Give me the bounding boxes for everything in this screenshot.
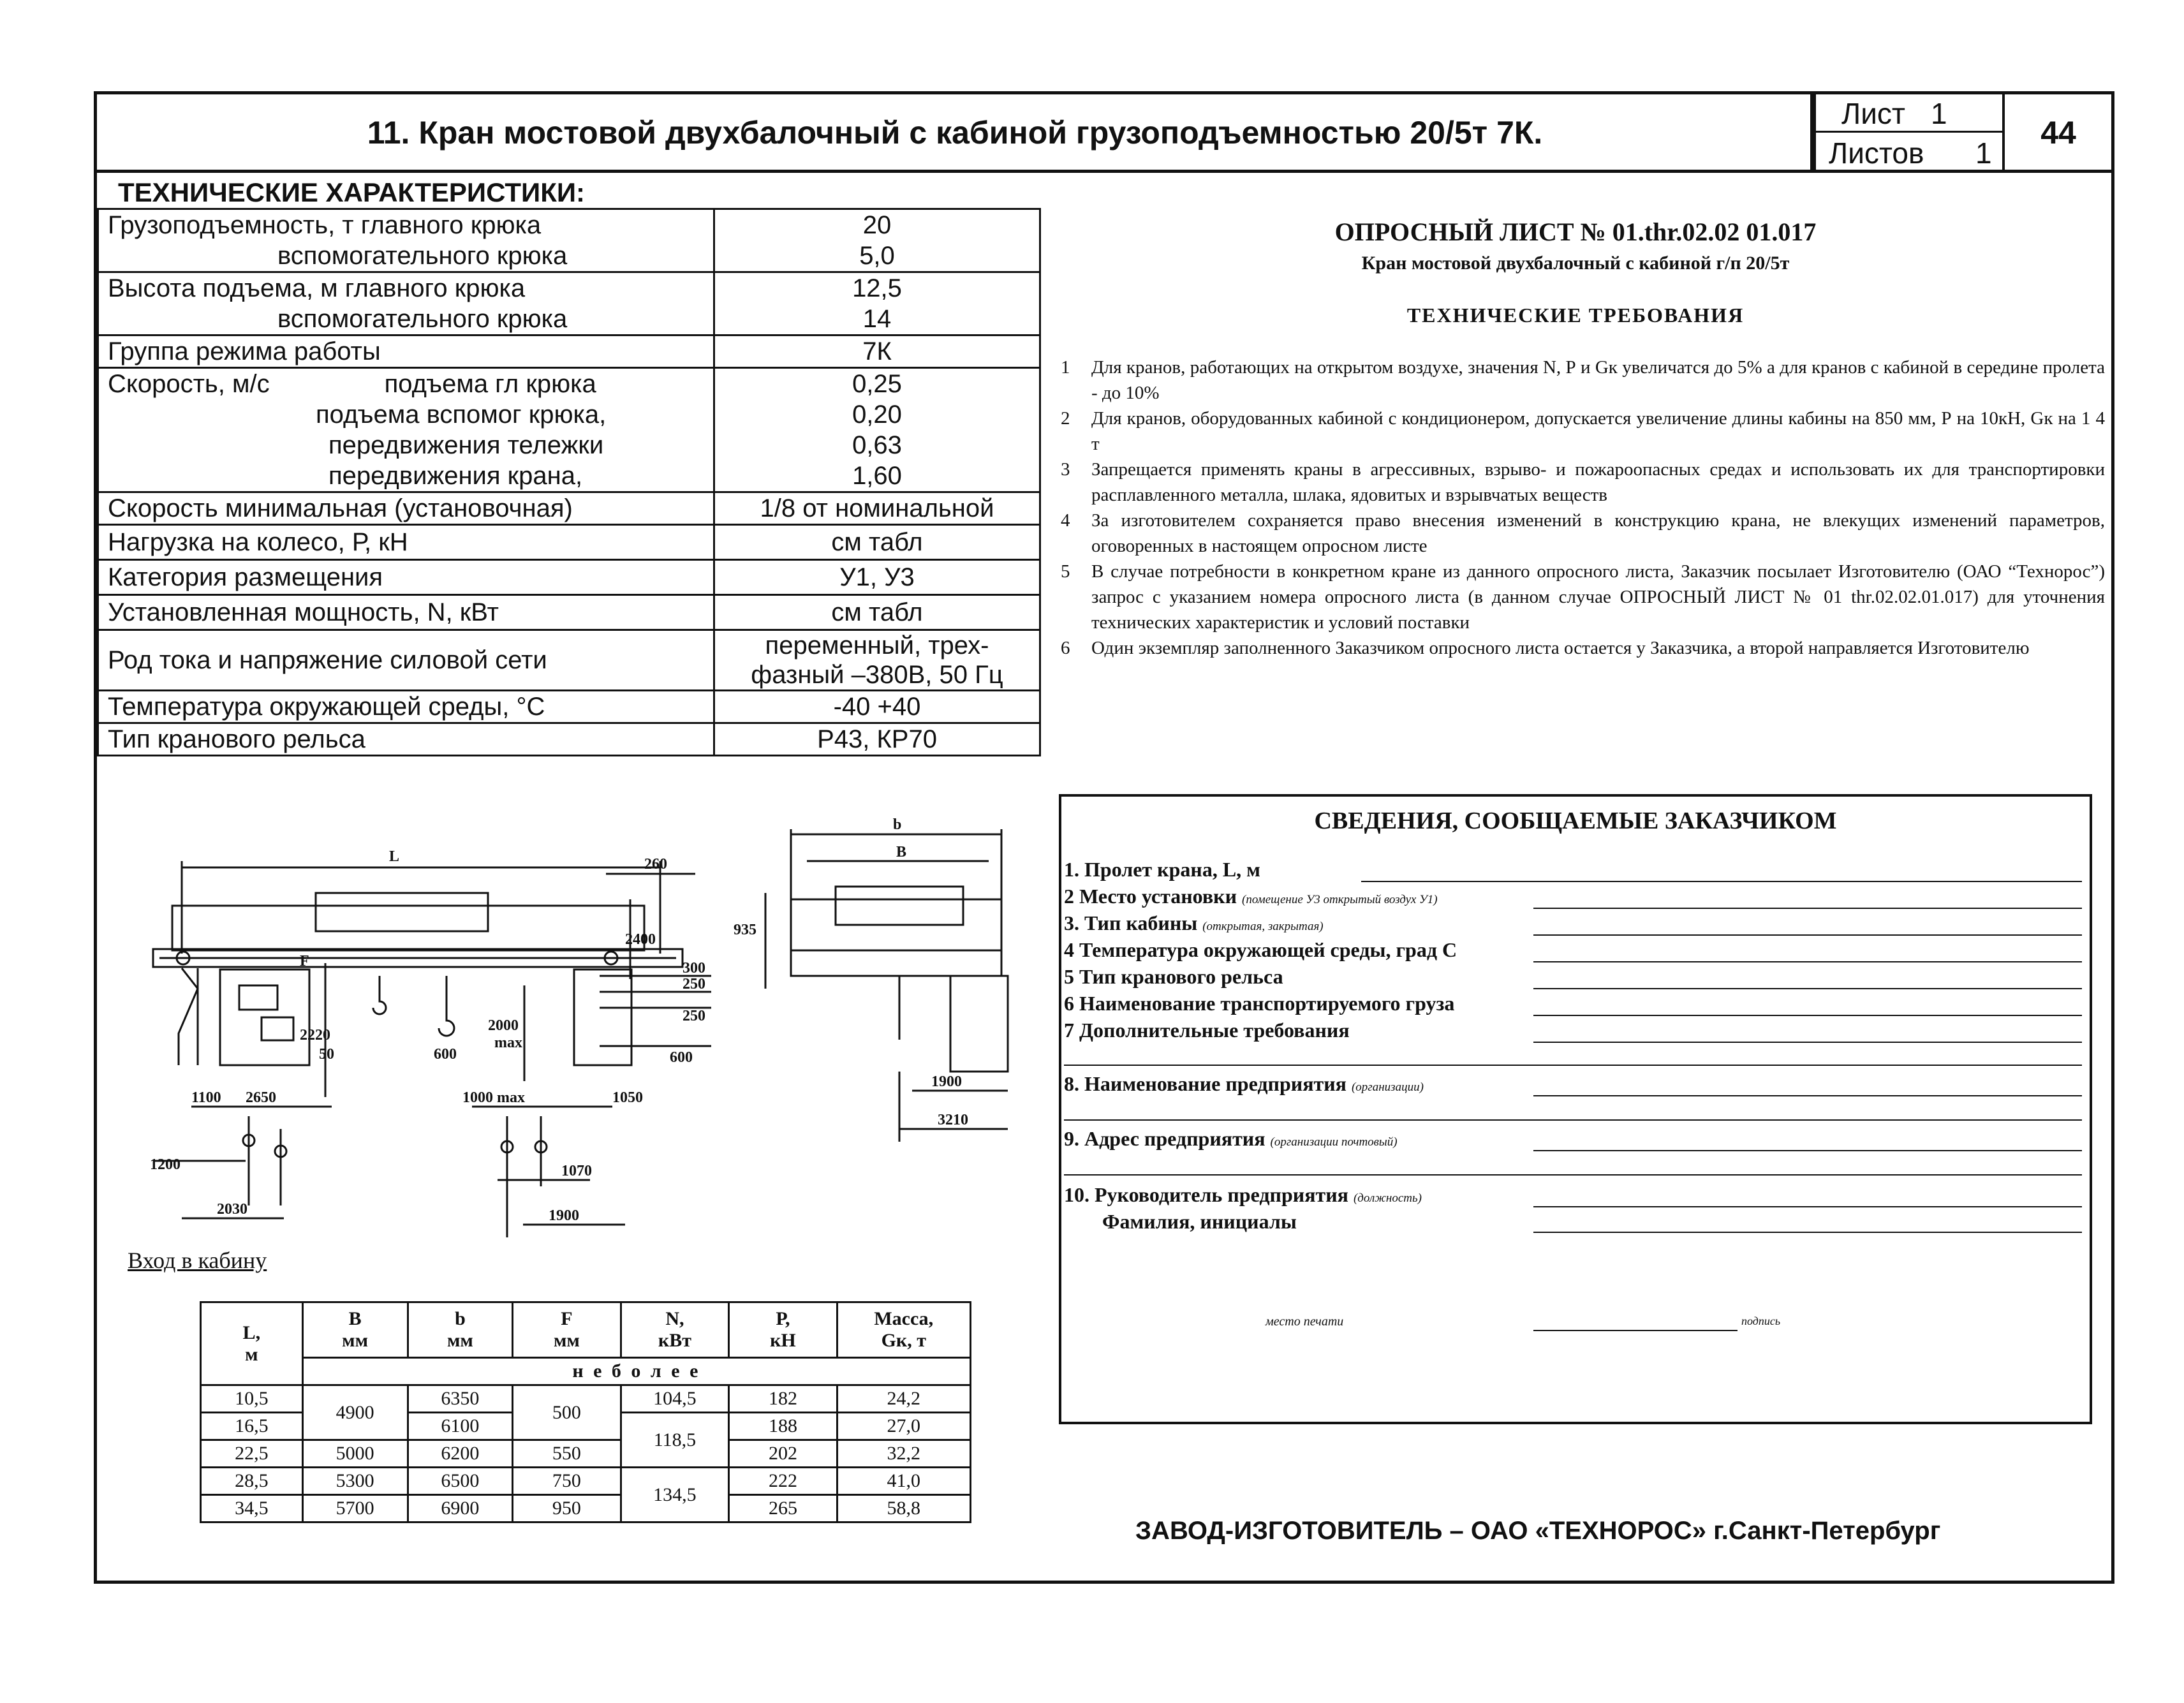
sheets-value: 1	[1975, 136, 1992, 170]
cell: 188	[729, 1413, 837, 1440]
table-row	[201, 1468, 971, 1495]
label-1070: 1070	[561, 1163, 592, 1179]
spec-row	[98, 399, 1040, 430]
signature-line[interactable]	[1533, 1330, 1738, 1331]
label-L: L	[389, 848, 400, 865]
table-row	[201, 1440, 971, 1468]
label-50: 50	[319, 1046, 334, 1063]
spec-value: 0,20	[714, 399, 1040, 430]
info-item-director: 10. Руководитель предприятия (должность)	[1064, 1183, 1422, 1206]
spec-label: Высота подъема, м главного крюка	[98, 272, 714, 304]
requirement-item: 6 Один экземпляр заполненного Заказчиком опросного листа остается у Заказчика, а второй направляется Изготовителю	[1061, 638, 2030, 658]
trolley	[316, 893, 488, 931]
spec-value: -40 +40	[714, 691, 1040, 723]
col-header-b: b мм	[408, 1302, 513, 1358]
cell: 27,0	[837, 1413, 970, 1440]
cell: 16,5	[201, 1413, 303, 1440]
signature-label: подпись	[1741, 1315, 1781, 1327]
label-600: 600	[434, 1046, 457, 1063]
specs-table	[97, 208, 1041, 756]
label-2400: 2400	[625, 931, 656, 948]
label-2220: 2220	[300, 1027, 330, 1043]
label-600: 600	[670, 1049, 693, 1066]
fill-line[interactable]	[1533, 1095, 2082, 1096]
cell: 6500	[408, 1468, 513, 1495]
fill-line[interactable]	[1361, 881, 2082, 882]
questionnaire-subtitle: Кран мостовой двухбалочный с кабиной г/п 20/5т	[1361, 253, 1790, 274]
dimensions-table	[200, 1301, 971, 1523]
cabin-entrance-label: Вход в кабину	[128, 1248, 267, 1273]
requirements-title: ТЕХНИЧЕСКИЕ ТРЕБОВАНИЯ	[1406, 304, 1745, 327]
cell: 134,5	[621, 1468, 729, 1522]
cell: 6100	[408, 1413, 513, 1440]
spec-row	[98, 335, 1040, 368]
cabin-ladder	[179, 968, 198, 1065]
cell: 28,5	[201, 1468, 303, 1495]
cell: 6900	[408, 1495, 513, 1522]
spec-value: 1,60	[714, 461, 1040, 492]
page-title: 11. Кран мостовой двухбалочный с кабиной грузоподъемностью 20/5т 7К.	[367, 115, 1543, 151]
cabin-window	[239, 985, 277, 1010]
requirement-item: 2 Для кранов, оборудованных кабиной с кондиционером, допускается увеличение длины кабины на 850 мм, Р на 10кН, Gк на 1 4 т	[1061, 408, 2105, 454]
info-item-span: 1. Пролет крана, L, м	[1064, 858, 1260, 881]
cell: 24,2	[837, 1385, 970, 1413]
customer-info-box	[1059, 794, 2092, 1424]
spec-row	[98, 209, 1040, 241]
column-right	[574, 969, 631, 1065]
customer-info-title: СВЕДЕНИЯ, СООБЩАЕМЫЕ ЗАКАЗЧИКОМ	[1314, 807, 1837, 834]
questionnaire-title: ОПРОСНЫЙ ЛИСТ № 01.thr.02.02 01.017	[1334, 217, 1817, 246]
col-header-P: Р, кН	[729, 1302, 837, 1358]
info-item-location: 2 Место установки (помещение У3 открытый воздух У1)	[1064, 885, 1438, 908]
spec-value: 1/8 от номинальной	[714, 492, 1040, 525]
sheet-value: 1	[1931, 97, 1947, 130]
info-item-rail: 5 Тип кранового рельса	[1064, 965, 1283, 988]
info-item-additional: 7 Дополнительные требования	[1064, 1019, 1350, 1042]
cell: 5000	[302, 1440, 408, 1468]
spec-value: У1, У3	[714, 560, 1040, 595]
label-1200: 1200	[150, 1156, 181, 1173]
spec-row	[98, 461, 1040, 492]
label-1900: 1900	[549, 1207, 579, 1224]
fill-line[interactable]	[1533, 908, 2082, 909]
sheet-label: Лист	[1841, 97, 1905, 130]
cell: 550	[513, 1440, 621, 1468]
requirement-item: 3 Запрещается применять краны в агрессивных, взрыво- и пожароопасных средах и использовать их для транспортировки расплавленного металла, шлака, ядовитых и взрывчатых веществ	[1061, 459, 2105, 505]
cell: 202	[729, 1440, 837, 1468]
spec-label: Температура окружающей среды, °С	[98, 691, 714, 723]
spec-row	[98, 630, 1040, 691]
spec-value: 12,5	[714, 272, 1040, 304]
fill-line[interactable]	[1064, 1119, 2082, 1121]
label-3210: 3210	[938, 1112, 968, 1128]
spec-label: подъема вспомог крюка,	[98, 399, 714, 430]
label-B: B	[896, 844, 907, 860]
spec-value: Р43, КР70	[714, 723, 1040, 756]
label-260: 260	[644, 856, 667, 873]
table-header-row	[201, 1302, 971, 1358]
cell: 118,5	[621, 1413, 729, 1468]
spec-row	[98, 723, 1040, 756]
cell: 22,5	[201, 1440, 303, 1468]
table-row	[201, 1495, 971, 1522]
crane-drawing	[115, 797, 1046, 1257]
info-item-company: 8. Наименование предприятия (организации)	[1064, 1072, 1424, 1095]
sheets-label: Листов	[1829, 136, 1924, 170]
side-end	[791, 950, 1001, 976]
stamp-label: место печати	[1265, 1315, 1344, 1329]
bridge-girder	[172, 906, 644, 950]
cell: 500	[513, 1385, 621, 1440]
spec-row	[98, 430, 1040, 461]
side-cabin	[950, 976, 1008, 1072]
sheet-box	[1813, 91, 2005, 172]
label-250: 250	[682, 976, 705, 992]
fill-line[interactable]	[1064, 1065, 2082, 1066]
spec-label: Род тока и напряжение силовой сети	[98, 630, 714, 691]
cell: 222	[729, 1468, 837, 1495]
label-2000: 2000	[488, 1017, 519, 1034]
spec-label: Группа режима работы	[98, 335, 714, 368]
fill-line[interactable]	[1533, 1206, 2082, 1207]
spec-label: Установленная мощность, N, кВт	[98, 595, 714, 630]
cell: 6350	[408, 1385, 513, 1413]
label-300: 300	[682, 960, 705, 977]
label-250: 250	[682, 1008, 705, 1024]
spec-row	[98, 240, 1040, 272]
title-bottom-rule	[94, 170, 2114, 173]
cell: 58,8	[837, 1495, 970, 1522]
spec-row	[98, 492, 1040, 525]
fill-line[interactable]	[1533, 1232, 2082, 1233]
spec-value: 20	[714, 209, 1040, 241]
label-b: b	[893, 816, 902, 833]
cell: 265	[729, 1495, 837, 1522]
fill-line[interactable]	[1533, 1042, 2082, 1043]
label-2650: 2650	[246, 1089, 276, 1106]
requirement-item: 1 Для кранов, работающих на открытом воздухе, значения N, Р и Gк увеличатся до 5% а для кранов с кабиной в середине пролета - до 10%	[1061, 357, 2105, 403]
table-row	[201, 1385, 971, 1413]
label-F: F	[300, 953, 309, 969]
side-trolley	[836, 887, 963, 925]
spec-value: 0,25	[714, 368, 1040, 400]
spec-value: 7К	[714, 335, 1040, 368]
cell: 182	[729, 1385, 837, 1413]
cell: 104,5	[621, 1385, 729, 1413]
label-max: max	[494, 1035, 522, 1051]
spec-row	[98, 595, 1040, 630]
label-1050: 1050	[612, 1089, 643, 1106]
label-1100: 1100	[191, 1089, 221, 1106]
info-item-address: 9. Адрес предприятия (организации почтовый)	[1064, 1127, 1398, 1150]
cell: 5700	[302, 1495, 408, 1522]
spec-row	[98, 525, 1040, 560]
spec-label: передвижения крана,	[98, 461, 714, 492]
spec-label: Нагрузка на колесо, Р, кН	[98, 525, 714, 560]
spec-label: Тип кранового рельса	[98, 723, 714, 756]
aux-hook	[373, 976, 386, 1014]
spec-label: вспомогательного крюка	[98, 240, 714, 272]
cell: 10,5	[201, 1385, 303, 1413]
spec-label: Категория размещения	[98, 560, 714, 595]
cell: 4900	[302, 1385, 408, 1440]
spec-row	[98, 304, 1040, 335]
spec-row	[98, 560, 1040, 595]
cell: 32,2	[837, 1440, 970, 1468]
spec-value: 14	[714, 304, 1040, 335]
fill-line[interactable]	[1533, 1150, 2082, 1151]
spec-label: Скорость минимальная (установочная)	[98, 492, 714, 525]
no-more-label: н е б о л е е	[302, 1358, 970, 1385]
spec-value: см табл	[714, 525, 1040, 560]
label-2030: 2030	[217, 1201, 247, 1218]
side-girder	[791, 899, 1001, 976]
cell: 750	[513, 1468, 621, 1495]
cell: 5300	[302, 1468, 408, 1495]
spec-label: Грузоподъемность, т главного крюка	[98, 209, 714, 241]
page-number: 44	[2040, 115, 2076, 151]
cell: 950	[513, 1495, 621, 1522]
fill-line[interactable]	[1533, 961, 2082, 962]
col-header-B: B мм	[302, 1302, 408, 1358]
manufacturer-footer: ЗАВОД-ИЗГОТОВИТЕЛЬ – ОАО «ТЕХНОРОС» г.Санкт-Петербург	[1135, 1517, 1941, 1545]
cabin-window	[262, 1017, 293, 1040]
fill-line[interactable]	[1533, 988, 2082, 989]
info-item-temperature: 4 Температура окружающей среды, град С	[1064, 938, 1457, 961]
requirement-item: 5 В случае потребности в конкретном кране из данного опросного листа, Заказчик посылает Изготовителю (ОАО “Технорос”) запрос с указанием номера опросного листа (в данном случае ОПРОСНЫЙ ЛИСТ № 01 thr.02.02.01.017) для уточнения технических характеристик и условий поставки	[1061, 561, 2105, 633]
table-row	[201, 1358, 971, 1385]
spec-row	[98, 368, 1040, 400]
label-1000max: 1000 max	[462, 1089, 525, 1106]
spec-row	[98, 691, 1040, 723]
fill-line[interactable]	[1533, 1015, 2082, 1016]
spec-value: 5,0	[714, 240, 1040, 272]
info-item-name: Фамилия, инициалы	[1102, 1210, 1297, 1233]
spec-value: см табл	[714, 595, 1040, 630]
sheet-box-divider	[1816, 131, 2002, 133]
col-header-mass: Масса, Gк, т	[837, 1302, 970, 1358]
col-header-N: N, кВт	[621, 1302, 729, 1358]
cell: 6200	[408, 1440, 513, 1468]
info-item-cabin: 3. Тип кабины (открытая, закрытая)	[1064, 911, 1324, 934]
requirement-item: 4 За изготовителем сохраняется право внесения изменений в конструкцию крана, не влекущих изменений параметров, оговоренных в настоящем опросном листе	[1061, 510, 2105, 556]
col-header-F: F мм	[513, 1302, 621, 1358]
col-header-L: L, м	[201, 1302, 303, 1385]
label-1900: 1900	[931, 1073, 962, 1090]
spec-label: передвижения тележки	[98, 430, 714, 461]
requirements-list	[1056, 355, 2105, 661]
spec-label: Скорость, м/с подъема гл крюка	[98, 368, 714, 400]
spec-value: переменный, трех- фазный –380В, 50 Гц	[714, 630, 1040, 691]
main-hook	[439, 976, 454, 1036]
label-935: 935	[734, 922, 756, 938]
fill-line[interactable]	[1064, 1174, 2082, 1176]
spec-value: 0,63	[714, 430, 1040, 461]
specs-title: ТЕХНИЧЕСКИЕ ХАРАКТЕРИСТИКИ:	[118, 177, 586, 207]
info-item-cargo: 6 Наименование транспортируемого груза	[1064, 992, 1455, 1015]
spec-row	[98, 272, 1040, 304]
cell: 41,0	[837, 1468, 970, 1495]
fill-line[interactable]	[1533, 934, 2082, 936]
cell: 34,5	[201, 1495, 303, 1522]
spec-label: вспомогательного крюка	[98, 304, 714, 335]
